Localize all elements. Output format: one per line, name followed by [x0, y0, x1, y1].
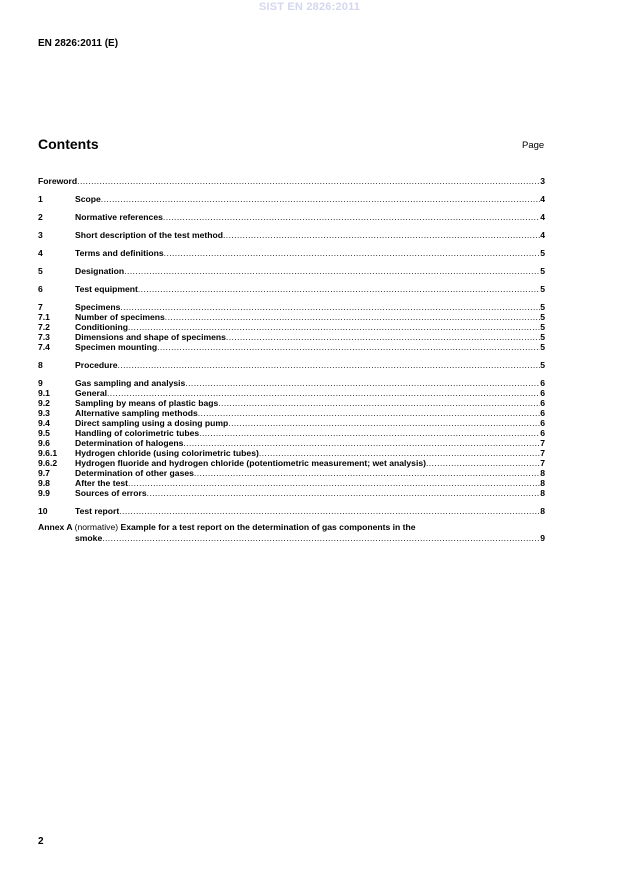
toc-entry-title: Gas sampling and analysis	[75, 378, 186, 388]
toc-entry[interactable]	[38, 342, 545, 352]
toc-entry-page: 7	[540, 438, 545, 448]
toc-entry-number: 8	[38, 360, 43, 370]
leader-dots	[223, 230, 540, 240]
toc-entry-number: 4	[38, 248, 43, 258]
leader-dots	[128, 322, 540, 332]
toc-entry[interactable]	[38, 302, 545, 312]
toc-entry-number: 9.4	[38, 418, 50, 428]
leader-dots	[228, 418, 540, 428]
toc-entry-page: 3	[540, 176, 545, 186]
toc-entry[interactable]	[38, 408, 545, 418]
toc-annex-entry[interactable]	[38, 522, 545, 544]
toc-entry[interactable]	[38, 506, 545, 516]
toc-entry[interactable]	[38, 378, 545, 388]
toc-entry-page: 4	[540, 230, 545, 240]
toc-entry-page: 6	[540, 408, 545, 418]
document-id: EN 2826:2011 (E)	[38, 38, 119, 49]
leader-dots	[194, 468, 540, 478]
toc-entry-title: Terms and definitions	[75, 248, 164, 258]
toc-entry-number: 2	[38, 212, 43, 222]
toc-entry-number: 9.7	[38, 468, 50, 478]
toc-entry-number: 9.6.1	[38, 448, 58, 458]
toc-entry-number: 9	[38, 378, 43, 388]
toc-entry-number: 7.3	[38, 332, 50, 342]
toc-entry-number: 9.1	[38, 388, 50, 398]
toc-entry[interactable]	[38, 468, 545, 478]
toc-entry-page: 4	[540, 212, 545, 222]
toc-entry-page: 5	[540, 248, 545, 258]
toc-entry-title: Procedure	[75, 360, 118, 370]
toc-entry-page: 5	[540, 342, 545, 352]
toc-entry-title: Number of specimens	[75, 312, 165, 322]
leader-dots	[118, 360, 541, 370]
toc-entry[interactable]	[38, 438, 545, 448]
toc-entry-title: Conditioning	[75, 322, 128, 332]
toc-entry-title: Handling of colorimetric tubes	[75, 428, 200, 438]
toc-entry-page: 5	[540, 322, 545, 332]
toc-entry-title: General	[75, 388, 108, 398]
toc-entry-number: 7.1	[38, 312, 50, 322]
toc-entry-page: 7	[540, 448, 545, 458]
toc-entry-title: Normative references	[75, 212, 163, 222]
toc-entry[interactable]	[38, 194, 545, 204]
annex-title-line2: smoke	[75, 533, 103, 543]
leader-dots	[218, 398, 540, 408]
annex-label: Annex A	[38, 522, 73, 532]
leader-dots	[102, 533, 540, 544]
toc-entry-title: After the test	[75, 478, 129, 488]
toc-entry[interactable]	[38, 488, 545, 498]
toc-entry[interactable]	[38, 312, 545, 322]
leader-dots	[128, 478, 540, 488]
contents-heading: Contents	[38, 136, 99, 152]
toc-entry-page: 5	[540, 312, 545, 322]
toc-entry-number: 9.8	[38, 478, 50, 488]
toc-entry-page: 8	[540, 478, 545, 488]
toc-entry-page: 6	[540, 398, 545, 408]
toc-entry-page: 6	[540, 428, 545, 438]
toc-entry-title: Direct sampling using a dosing pump	[75, 418, 229, 428]
toc-entry-page: 5	[540, 360, 545, 370]
toc-entry[interactable]	[38, 248, 545, 258]
leader-dots	[138, 284, 540, 294]
leader-dots	[164, 248, 541, 258]
toc-entry[interactable]	[38, 230, 545, 240]
page-column-label: Page	[522, 140, 545, 151]
leader-dots	[124, 266, 540, 276]
toc-entry-number: 7.4	[38, 342, 50, 352]
toc-entry-title: Sampling by means of plastic bags	[75, 398, 219, 408]
toc-entry-number: 9.6.2	[38, 458, 58, 468]
toc-entry-title: Sources of errors	[75, 488, 147, 498]
toc-entry-title: Alternative sampling methods	[75, 408, 198, 418]
toc-entry-page: 5	[540, 284, 545, 294]
toc-entry-title: Test report	[75, 506, 120, 516]
toc-entry-page: 6	[540, 378, 545, 388]
toc-entry[interactable]	[38, 266, 545, 276]
toc-entry-page: 8	[540, 506, 545, 516]
leader-dots	[183, 438, 540, 448]
toc-entry-title: Short description of the test method	[75, 230, 224, 240]
toc-entry-page: 5	[540, 332, 545, 342]
toc-entry-page: 4	[540, 194, 545, 204]
toc-entry-title: Determination of halogens	[75, 438, 184, 448]
toc-entry[interactable]	[38, 398, 545, 408]
toc-entry-number: 10	[38, 506, 48, 516]
leader-dots	[163, 212, 540, 222]
toc-entry[interactable]	[38, 284, 545, 294]
toc-entry-number: 9.3	[38, 408, 50, 418]
leader-dots	[147, 488, 541, 498]
toc-entry-number: 5	[38, 266, 43, 276]
toc-entry-title: Test equipment	[75, 284, 138, 294]
toc-entry-page: 5	[540, 266, 545, 276]
table-of-contents	[38, 176, 545, 544]
toc-entry-number: 9.2	[38, 398, 50, 408]
annex-page: 9	[540, 533, 545, 543]
toc-entry-title: Foreword	[38, 176, 78, 186]
toc-entry-title: Hydrogen fluoride and hydrogen chloride (potentiometric measurement; wet analysis)	[75, 458, 426, 468]
leader-dots	[119, 506, 540, 516]
toc-entry[interactable]	[38, 322, 545, 332]
leader-dots	[426, 458, 540, 468]
leader-dots	[77, 176, 540, 186]
toc-entry-title: Specimens	[75, 302, 121, 312]
toc-entry-number: 7.2	[38, 322, 50, 332]
toc-entry-number: 9.9	[38, 488, 50, 498]
leader-dots	[107, 388, 540, 398]
leader-dots	[165, 312, 540, 322]
leader-dots	[101, 194, 540, 204]
toc-entry-page: 8	[540, 488, 545, 498]
toc-entry-title: Dimensions and shape of specimens	[75, 332, 226, 342]
toc-entry-number: 3	[38, 230, 43, 240]
toc-entry[interactable]	[38, 360, 545, 370]
toc-entry[interactable]	[38, 448, 545, 458]
toc-entry-title: Hydrogen chloride (using colorimetric tubes)	[75, 448, 259, 458]
annex-kind: (normative)	[74, 522, 119, 532]
leader-dots	[120, 302, 540, 312]
toc-entry-page: 6	[540, 388, 545, 398]
page-number: 2	[38, 836, 44, 847]
toc-entry-page: 7	[540, 458, 545, 468]
toc-entry-title: Determination of other gases	[75, 468, 194, 478]
toc-entry[interactable]	[38, 176, 545, 186]
toc-entry-page: 5	[540, 302, 545, 312]
toc-entry[interactable]	[38, 458, 545, 468]
toc-entry[interactable]	[38, 212, 545, 222]
toc-entry[interactable]	[38, 478, 545, 488]
toc-entry-title: Designation	[75, 266, 125, 276]
toc-entry-title: Scope	[75, 194, 101, 204]
toc-entry-page: 6	[540, 418, 545, 428]
leader-dots	[199, 428, 540, 438]
toc-entry-title: Specimen mounting	[75, 342, 158, 352]
toc-entry-number: 9.6	[38, 438, 50, 448]
leader-dots	[198, 408, 540, 418]
leader-dots	[226, 332, 540, 342]
leader-dots	[157, 342, 540, 352]
toc-entry-number: 6	[38, 284, 43, 294]
leader-dots	[185, 378, 540, 388]
toc-entry[interactable]	[38, 418, 545, 428]
watermark: SIST EN 2826:2011	[258, 1, 361, 13]
toc-entry-number: 7	[38, 302, 43, 312]
annex-title-line1: Example for a test report on the determination of gas components in the	[120, 522, 416, 532]
toc-entry-page: 8	[540, 468, 545, 478]
toc-entry[interactable]	[38, 428, 545, 438]
toc-entry-number: 1	[38, 194, 43, 204]
toc-entry[interactable]	[38, 388, 545, 398]
leader-dots	[259, 448, 540, 458]
toc-entry-number: 9.5	[38, 428, 50, 438]
toc-entry[interactable]	[38, 332, 545, 342]
